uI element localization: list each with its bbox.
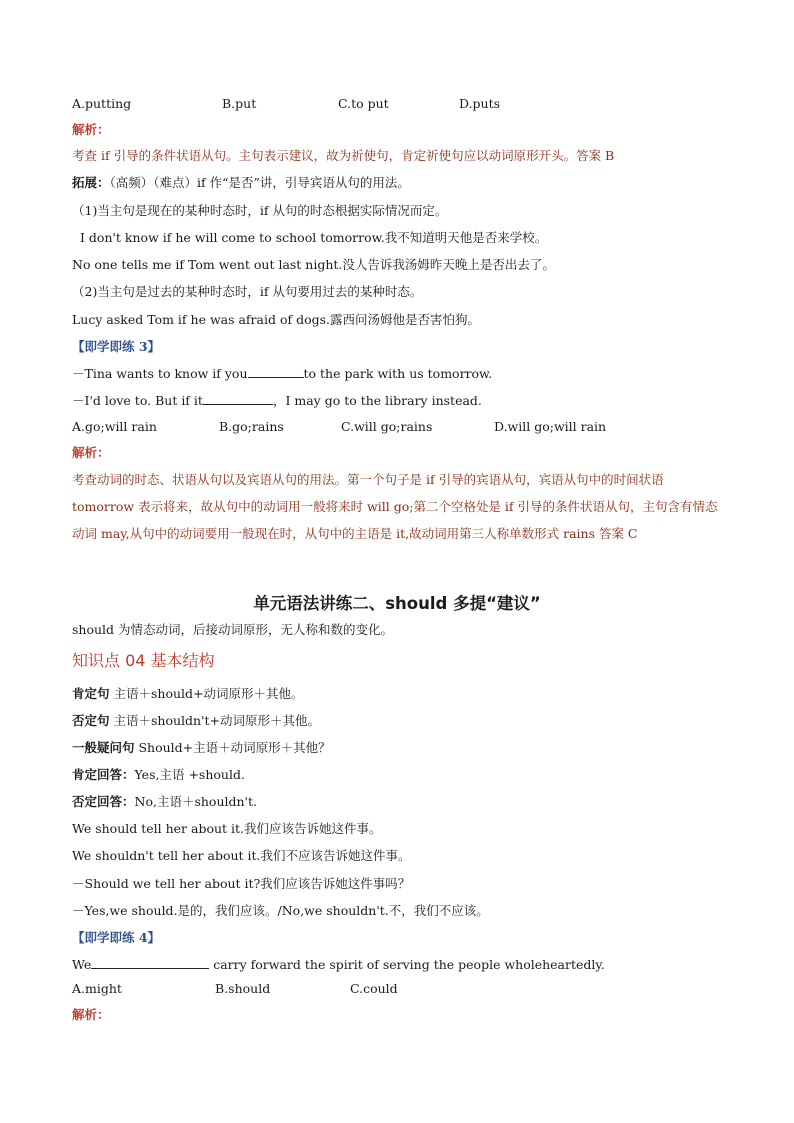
row-label: 肯定回答：	[72, 767, 135, 782]
q3prev-options	[72, 95, 734, 113]
extension-line	[72, 174, 734, 192]
practice-3-options	[72, 418, 734, 436]
option-a: A.putting	[72, 96, 132, 111]
practice-3-line-2	[72, 392, 734, 410]
structure-affirmative	[72, 685, 734, 703]
answer-blank[interactable]	[91, 956, 209, 969]
should-example-4: －Yes,we should.是的，我们应该。/No,we shouldn't.不，我们不应该。	[72, 903, 489, 918]
option-b: B.put	[222, 96, 257, 111]
practice-3-analysis: 考查动词的时态、状语从句以及宾语从句的用法。第一个句子是 if 引导的宾语从句，宾语从句中的时间状语 tomorrow 表示将来，故从句中的动词用一般将来时 will go;第二个空格处是 if 引导的条件状语从句，主句含有情态动词 may,从句中的动词要用一般现在时，从句中的主语是 it,故动词用第三人称单数形式 rains 答案 C	[72, 472, 718, 541]
row-text: 主语＋shouldn't+动词原形＋其他。	[109, 713, 321, 728]
line-1-part-a: －Tina wants to know if you	[72, 366, 248, 381]
structure-no-answer	[72, 793, 734, 811]
analysis-label: 解析：	[72, 122, 110, 137]
practice-3-header: 【即学即练 3】	[72, 339, 161, 354]
practice-4-options	[72, 980, 734, 998]
row-text: No,主语＋shouldn't.	[134, 794, 257, 809]
should-example-3: －Should we tell her about it?我们应该告诉她这件事吗？	[72, 876, 411, 891]
option-c: C.to put	[338, 96, 389, 111]
row-label: 一般疑问句	[72, 740, 135, 755]
should-example-1: We should tell her about it.我们应该告诉她这件事。	[72, 821, 382, 836]
example-3: Lucy asked Tom if he was afraid of dogs.露西问汤姆他是否害怕狗。	[72, 312, 481, 327]
row-label: 否定句	[72, 713, 110, 728]
section-intro: should 为情态动词，后接动词原形，无人称和数的变化。	[72, 622, 394, 637]
option-c: C.could	[350, 981, 398, 996]
option-d: D.will go;will rain	[494, 419, 607, 434]
knowledge-point-title: 知识点 04 基本结构	[72, 651, 215, 670]
should-example-2: We shouldn't tell her about it.我们不应该告诉她这件事。	[72, 848, 411, 863]
line-1-part-b: to the park with us tomorrow.	[303, 366, 493, 381]
practice-4-header: 【即学即练 4】	[72, 930, 161, 945]
row-text: Should+主语＋动词原形＋其他？	[134, 740, 331, 755]
option-a: A.might	[72, 981, 122, 996]
line-part-a: We	[72, 957, 92, 972]
structure-negative	[72, 712, 734, 730]
analysis-text: 考查 if 引导的条件状语从句。主句表示建议，故为祈使句，肯定祈使句应以动词原形开头。答案 B	[72, 148, 615, 163]
structure-yes-answer	[72, 766, 734, 784]
rule-1: （1)当主句是现在的某种时态时，if 从句的时态根据实际情况而定。	[72, 203, 448, 218]
option-b: B.go;rains	[219, 419, 284, 434]
row-label: 否定回答：	[72, 794, 135, 809]
practice-3-line-1	[72, 365, 734, 383]
answer-blank-1[interactable]	[248, 365, 304, 378]
line-2-part-b: ，I may go to the library instead.	[272, 393, 482, 408]
practice-3-analysis-label: 解析：	[72, 445, 110, 460]
row-label: 肯定句	[72, 686, 110, 701]
answer-blank-2[interactable]	[203, 392, 273, 405]
row-text: 主语＋should+动词原形＋其他。	[109, 686, 304, 701]
row-text: Yes,主语 +should.	[134, 767, 245, 782]
extension-text: （高频）（难点）if 作“是否”讲，引导宾语从句的用法。	[109, 175, 410, 190]
practice-4-line	[72, 956, 734, 974]
extension-label: 拓展：	[72, 175, 110, 190]
practice-4-analysis-label: 解析：	[72, 1007, 110, 1022]
option-c: C.will go;rains	[341, 419, 433, 434]
structure-question	[72, 739, 734, 757]
option-b: B.should	[215, 981, 271, 996]
line-part-b: carry forward the spirit of serving the people wholeheartedly.	[209, 957, 605, 972]
line-2-part-a: －I'd love to. But if it	[72, 393, 203, 408]
option-d: D.puts	[459, 96, 501, 111]
example-2: No one tells me if Tom went out last night.没人告诉我汤姆昨天晚上是否出去了。	[72, 257, 555, 272]
rule-2: （2)当主句是过去的某种时态时，if 从句要用过去的某种时态。	[72, 284, 423, 299]
example-1: I don't know if he will come to school tomorrow.我不知道明天他是否来学校。	[80, 230, 548, 245]
option-a: A.go;will rain	[72, 419, 157, 434]
section-title: 单元语法讲练二、should 多提“建议”	[253, 594, 541, 613]
